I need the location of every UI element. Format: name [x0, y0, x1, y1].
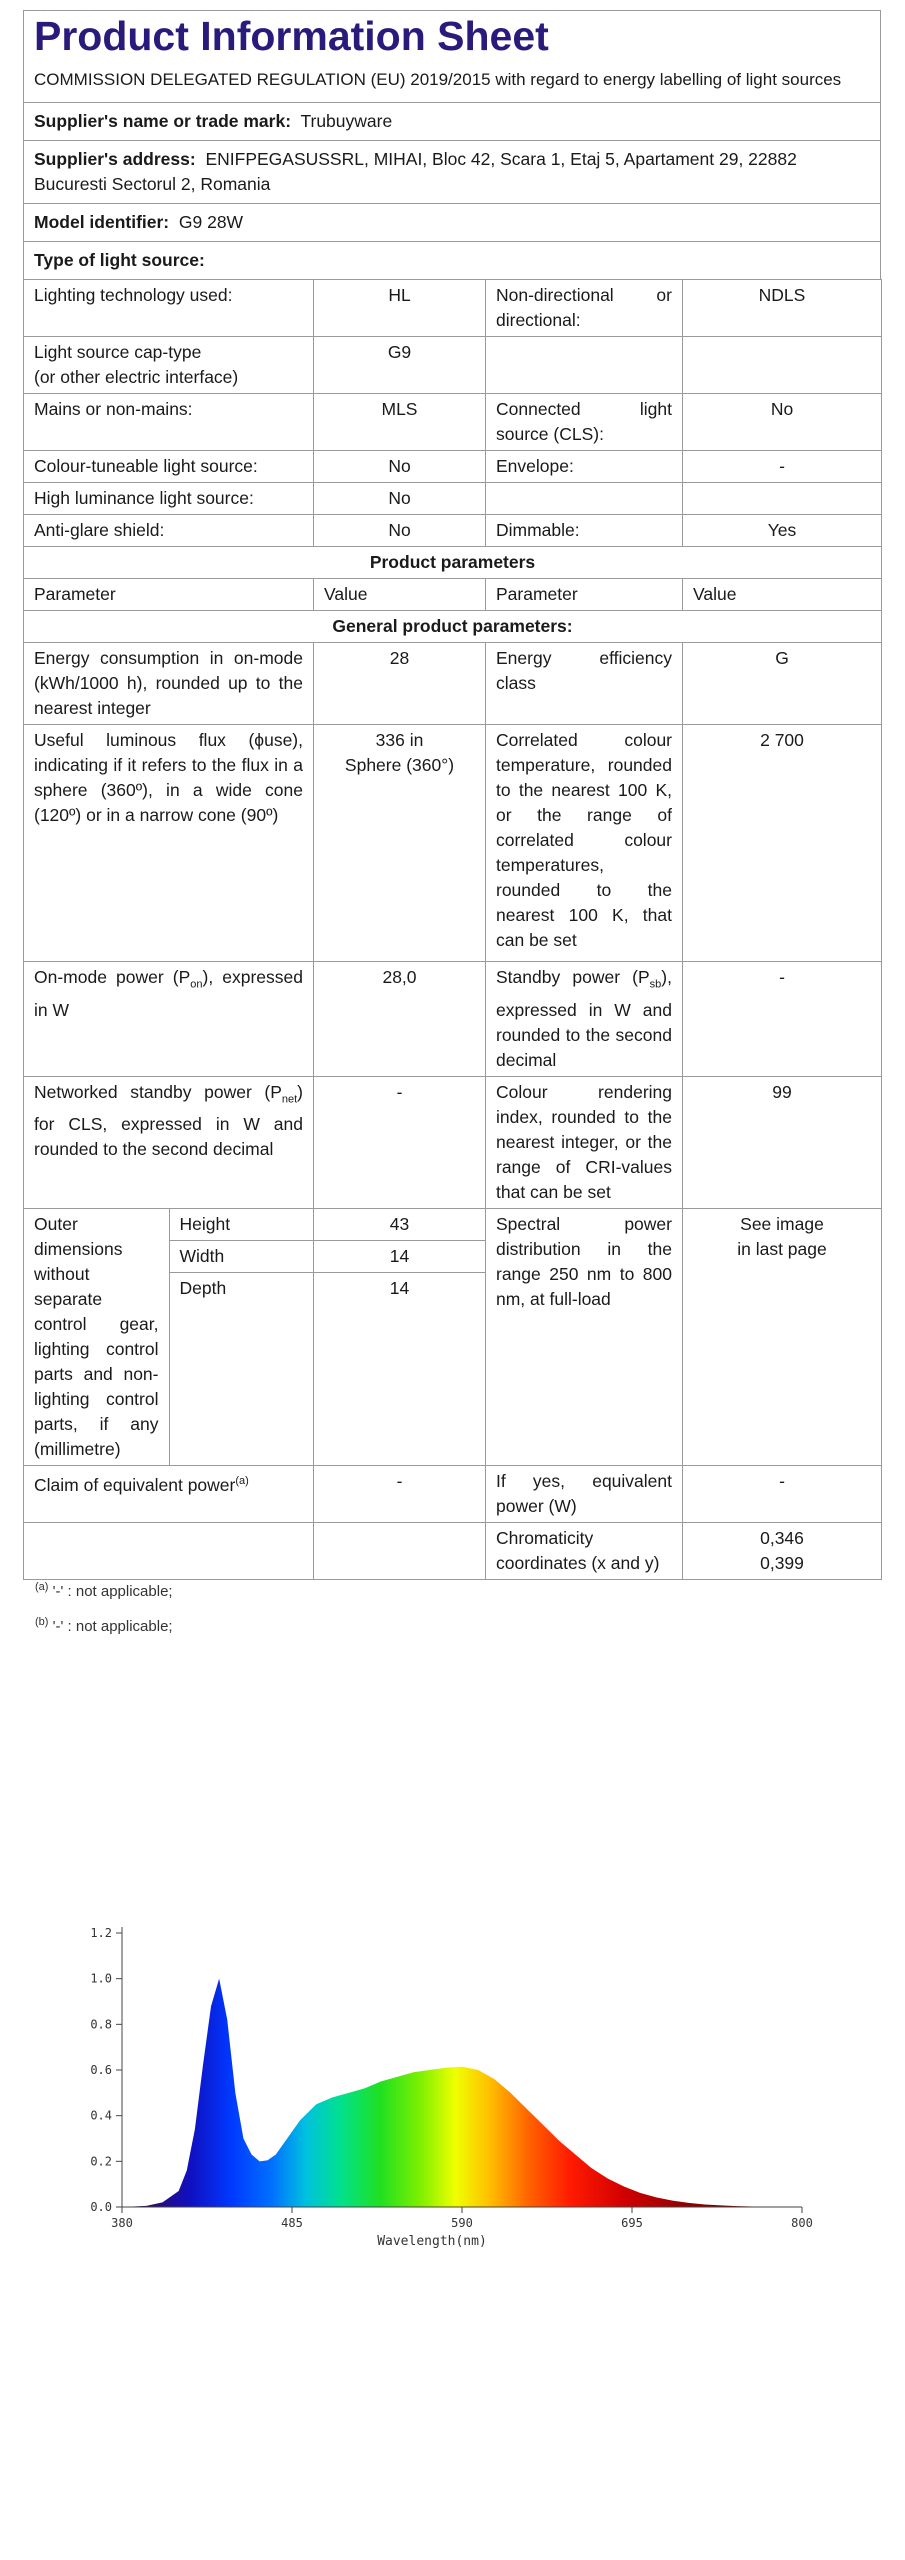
- networked-standby-label-a: Networked standby power (P: [34, 1081, 282, 1102]
- table-row: [24, 337, 882, 394]
- depth-label: Depth: [179, 1277, 227, 1298]
- width-label: Width: [170, 1241, 314, 1273]
- model-identifier-row: [23, 203, 881, 241]
- footnote-b-text: '-' : not applicable;: [52, 1618, 173, 1635]
- equivalent-power-label: If yes, equivalent power (W): [486, 1465, 683, 1522]
- equivalent-power-value: -: [683, 1465, 882, 1522]
- cap-type-label-line2: (or other electric interface): [34, 367, 239, 387]
- y-tick-label: 0.6: [90, 2063, 112, 2077]
- supplier-address-value: ENIFPEGASUSSRL, MIHAI, Bloc 42, Scara 1, Etaj 5, Apartament 29, 22882 Bucuresti Sectorul 2, Romania: [34, 149, 797, 194]
- standby-power-label-b: ), expressed in W and rounded to the second decimal: [496, 967, 672, 1070]
- standby-power-value: -: [683, 962, 882, 1077]
- table-row: [24, 483, 882, 515]
- luminous-flux-value-line1: 336 in: [375, 730, 424, 750]
- supplier-name-row: [23, 102, 881, 140]
- cls-value: No: [683, 394, 882, 451]
- empty-cell: [486, 337, 683, 394]
- y-tick-label: 1.0: [90, 1971, 112, 1986]
- on-mode-power-label-a: On-mode power (P: [34, 967, 191, 987]
- x-tick-label: 485: [281, 2216, 303, 2230]
- spectral-power-chart-svg: [60, 1905, 840, 2275]
- standby-power-sub: sb: [649, 978, 662, 991]
- depth-value: 14: [389, 1277, 410, 1298]
- cap-type-label-line1: Light source cap-type: [34, 342, 202, 362]
- on-mode-power-sub: on: [190, 978, 203, 991]
- cap-type-label: [24, 337, 314, 394]
- colour-tuneable-label: Colour-tuneable light source:: [24, 451, 314, 483]
- anti-glare-label: Anti-glare shield:: [24, 515, 314, 547]
- table-row: [24, 515, 882, 547]
- lighting-technology-label: Lighting technology used:: [24, 280, 314, 337]
- spectral-distribution-label: Spectral power distribution in the range 250 nm to 800 nm, at full-load: [486, 1208, 683, 1465]
- standby-power-label-a: Standby power (P: [496, 967, 650, 987]
- footnote-a: [35, 1572, 173, 1607]
- table-row: [24, 451, 882, 483]
- dimension-values: [314, 1208, 486, 1465]
- supplier-address-row: [23, 140, 881, 203]
- chromaticity-label: Chromaticity coordinates (x and y): [486, 1522, 683, 1579]
- empty-cell: [24, 1522, 314, 1579]
- cct-label: Correlated colour temperature, rounded to the nearest 100 K, or the range of correlated colour temperatures, rounded to the nearest 100 K, that can be set: [486, 725, 683, 962]
- model-identifier-label: Model identifier:: [34, 212, 170, 232]
- chromaticity-x: 0,346: [760, 1527, 804, 1548]
- width-value: 14: [314, 1241, 485, 1273]
- spd-value-line2: in last page: [737, 1238, 827, 1259]
- envelope-value: -: [683, 451, 882, 483]
- product-information-sheet: [23, 10, 881, 1580]
- column-header-parameter: Parameter: [24, 579, 314, 611]
- directional-value: NDLS: [683, 280, 882, 337]
- table-row: [24, 547, 882, 579]
- cct-value: 2 700: [683, 725, 882, 962]
- table-row: [24, 962, 882, 1077]
- column-header-value: Value: [683, 579, 882, 611]
- chromaticity-value: [683, 1522, 882, 1579]
- cri-value: 99: [683, 1076, 882, 1208]
- empty-cell: [683, 483, 882, 515]
- anti-glare-value: No: [314, 515, 486, 547]
- footnote-b: [35, 1607, 173, 1642]
- type-of-light-source-heading: Type of light source:: [23, 241, 881, 279]
- empty-cell: [683, 337, 882, 394]
- directional-label: Non-directional or directional:: [486, 280, 683, 337]
- y-tick-label: 0.4: [90, 2108, 112, 2123]
- height-label: Height: [170, 1209, 314, 1241]
- footnote-b-mark: (b): [35, 1616, 49, 1628]
- mains-label: Mains or non-mains:: [24, 394, 314, 451]
- cri-label: Colour rendering index, rounded to the nearest integer, or the range of CRI-values that can be set: [486, 1076, 683, 1208]
- luminous-flux-value-line2: Sphere (360°): [344, 755, 455, 775]
- dimensions-label: Outer dimensions without separate control gear, lighting control parts and non-lighting control parts, if any (millimetre): [24, 1209, 169, 1465]
- networked-standby-label-b: ) for CLS, expressed in W and rounded to the second decimal: [34, 1081, 303, 1159]
- claim-footnote-mark: (a): [235, 1474, 249, 1487]
- networked-standby-label: [24, 1076, 314, 1208]
- networked-standby-sub: net: [281, 1093, 298, 1105]
- claim-equivalent-power-value: -: [314, 1465, 486, 1522]
- title-block: [23, 10, 881, 102]
- table-row: [24, 643, 882, 725]
- energy-efficiency-label: Energy efficiency class: [486, 643, 683, 725]
- networked-standby-value: -: [314, 1076, 486, 1208]
- cls-label: Connected light source (CLS):: [486, 394, 683, 451]
- parameters-table: [23, 279, 882, 1580]
- dimension-names: [169, 1209, 313, 1465]
- regulation-text: COMMISSION DELEGATED REGULATION (EU) 2019/2015 with regard to energy labelling of light sources: [34, 70, 842, 89]
- table-row: [24, 1208, 882, 1465]
- footnote-a-mark: (a): [35, 1581, 49, 1593]
- claim-label-text: Claim of equivalent power: [34, 1474, 236, 1495]
- dimmable-label: Dimmable:: [486, 515, 683, 547]
- spectrum-area: [122, 1979, 802, 2207]
- x-tick-label: 695: [621, 2216, 643, 2230]
- mains-value: MLS: [314, 394, 486, 451]
- chart-plot-area: [90, 1926, 813, 2249]
- y-tick-label: 1.2: [90, 1926, 112, 1940]
- table-row: [24, 1076, 882, 1208]
- empty-cell: [486, 483, 683, 515]
- empty-cell: [314, 1522, 486, 1579]
- supplier-name-label: Supplier's name or trade mark:: [34, 111, 292, 131]
- on-mode-power-value: 28,0: [314, 962, 486, 1077]
- supplier-address-label: Supplier's address:: [34, 149, 196, 169]
- high-luminance-label: High luminance light source:: [24, 483, 314, 515]
- column-header-value: Value: [314, 579, 486, 611]
- product-parameters-heading: Product parameters: [24, 547, 882, 579]
- table-row: [24, 280, 882, 337]
- x-tick-label: 590: [451, 2216, 473, 2230]
- standby-power-label: [486, 962, 683, 1077]
- dimmable-value: Yes: [683, 515, 882, 547]
- y-tick-label: 0.0: [90, 2200, 112, 2214]
- colour-tuneable-value: No: [314, 451, 486, 483]
- cap-type-value: G9: [314, 337, 486, 394]
- energy-consumption-label: Energy consumption in on-mode (kWh/1000 h), rounded up to the nearest integer: [24, 643, 314, 725]
- dimensions-cell: [24, 1208, 314, 1465]
- column-header-parameter: Parameter: [486, 579, 683, 611]
- energy-efficiency-value: G: [683, 643, 882, 725]
- claim-equivalent-power-label: [24, 1465, 314, 1522]
- footnotes: [35, 1572, 173, 1642]
- general-parameters-heading: General product parameters:: [24, 611, 882, 643]
- luminous-flux-value: [314, 725, 486, 962]
- table-row: [24, 394, 882, 451]
- high-luminance-value: No: [314, 483, 486, 515]
- spd-value-line1: See image: [740, 1213, 824, 1234]
- energy-consumption-value: 28: [314, 643, 486, 725]
- table-row: [24, 1465, 882, 1522]
- x-axis-label: Wavelength(nm): [377, 2234, 487, 2249]
- supplier-name-value: Trubuyware: [300, 111, 393, 131]
- x-tick-label: 380: [111, 2216, 133, 2230]
- model-identifier-value: G9 28W: [178, 212, 244, 232]
- height-value: 43: [314, 1209, 485, 1241]
- spectral-distribution-value: [683, 1208, 882, 1465]
- luminous-flux-label: Useful luminous flux (ϕuse), indicating if it refers to the flux in a sphere (360º), in a wide cone (120º) or in a narrow cone (90º): [24, 725, 314, 962]
- x-tick-label: 800: [791, 2216, 813, 2230]
- y-tick-label: 0.8: [90, 2017, 112, 2032]
- on-mode-power-label-b: ), expressed in W: [34, 967, 303, 1020]
- on-mode-power-label: [24, 962, 314, 1077]
- spectral-power-chart: [60, 1905, 840, 2280]
- dimensions-nested: [24, 1209, 313, 1465]
- page-title: Product Information Sheet: [34, 13, 549, 59]
- table-row: [24, 1522, 882, 1579]
- table-row: [24, 579, 882, 611]
- footnote-a-text: '-' : not applicable;: [52, 1583, 173, 1600]
- envelope-label: Envelope:: [486, 451, 683, 483]
- chromaticity-y: 0,399: [760, 1552, 804, 1573]
- table-row: [24, 725, 882, 962]
- lighting-technology-value: HL: [314, 280, 486, 337]
- table-row: [24, 611, 882, 643]
- y-tick-label: 0.2: [90, 2154, 112, 2169]
